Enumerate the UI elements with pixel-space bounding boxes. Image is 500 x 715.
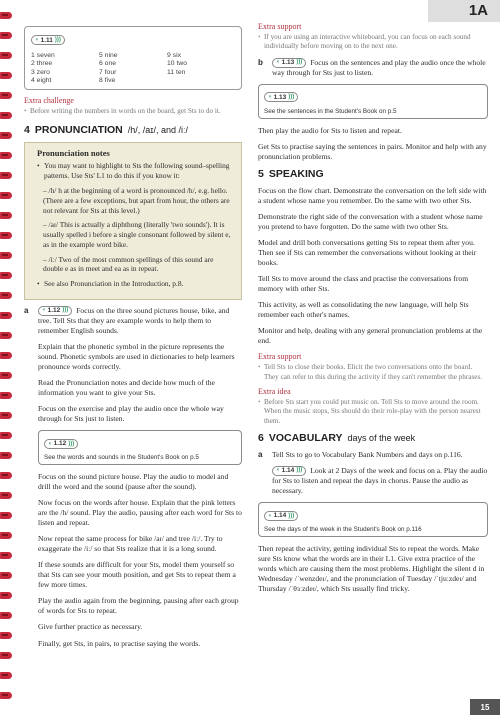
number-item: 5 nine	[99, 52, 118, 59]
section-number: 6	[258, 432, 264, 445]
paragraph: Focus on the flow chart. Demonstrate the conversation on the left side with a student whose name you remember. Do the same with two other Sts.	[258, 186, 487, 206]
extra-challenge-text: • Before writing the numbers in words on the board, get Sts to do it.	[24, 107, 242, 116]
paragraph: Then repeat the activity, getting individual Sts to repeat the words. Make sure Sts know what the words are in their L1. Give extra practice of the words which are causing them the most problems. Highlight the silent d in Wednesday /ˈwenzdeɪ/, and the pronunciation of Tuesday /ˈtjuːzdeɪ/ and Thursday /ˈθɜːzdeɪ/, which Sts usually find tricky.	[258, 544, 485, 594]
pronunciation-notes-title: Pronunciation notes	[37, 148, 110, 159]
section-5-heading	[258, 168, 488, 180]
audio-number: 1.13	[273, 93, 287, 101]
binding-ring	[0, 72, 12, 79]
sound-wave-icon: )))	[296, 467, 303, 474]
binding-ring	[0, 492, 12, 499]
exercise-letter: b	[258, 57, 263, 67]
notes-bullet: • You may want to highlight to Sts the following sound–spelling patterns. Use Sts' L1 to do this if you know it:	[37, 161, 235, 181]
binding-ring	[0, 352, 12, 359]
exercise-b-body	[272, 58, 488, 84]
student-book-reference	[258, 502, 488, 537]
binding-ring	[0, 372, 12, 379]
audio-icon: ◖	[276, 59, 280, 66]
numbers-col-2	[99, 52, 167, 85]
paragraph: Finally, get Sts, in pairs, to practise saying the words.	[38, 638, 201, 648]
binding-ring	[0, 192, 12, 199]
numbers-col-1	[31, 52, 99, 85]
extra-idea-title: Extra idea	[258, 386, 291, 396]
exercise-6a-audio-para	[272, 466, 488, 496]
numbers-grid	[31, 52, 235, 85]
number-item: 7 four	[99, 68, 117, 76]
binding-ring	[0, 292, 12, 299]
section-subtitle: days of the week	[347, 433, 416, 444]
extra-challenge-title: Extra challenge	[24, 96, 74, 106]
binding-ring	[0, 472, 12, 479]
audio-label[interactable]	[272, 466, 306, 476]
exercise-6a-body	[272, 450, 488, 502]
reference-text: See the days of the week in the Student's Book on p.116	[264, 526, 422, 534]
paragraph: Play the audio again from the beginning, pausing after each group of words for Sts to repeat.	[38, 596, 239, 616]
extra-challenge-box	[24, 96, 242, 116]
number-item: 8 five	[99, 76, 116, 84]
paragraph-text: Focus on the three sound pictures house, bike, and tree. Tell Sts that they are example words to help them to remember English sounds.	[38, 305, 230, 336]
note-ai: – /aɪ/ This is actually a diphthong (literally 'two sounds'). It is usually spelled i before a single consonant followed by silent e, as in the example word bike.	[43, 220, 231, 249]
extra-idea-text: • Before Sts start you could put music on. Tell Sts to move around the room. When the music stops, Sts should do their role-play with the person nearest them.	[258, 398, 488, 426]
audio-label[interactable]	[31, 35, 65, 45]
binding-ring	[0, 452, 12, 459]
paragraph: Then play the audio for Sts to listen and repeat.	[258, 125, 402, 135]
audio-number: 1.14	[281, 467, 295, 475]
audio-label[interactable]	[44, 439, 78, 449]
audio-icon: ◖	[268, 94, 272, 101]
audio-icon: ◖	[35, 37, 39, 44]
paragraph: Now repeat the same process for bike /aɪ/ and tree /iː/. Try to exaggerate the /iː/ so that Sts realize that it is a long sound.	[38, 534, 223, 554]
audio-label[interactable]	[264, 511, 298, 521]
audio-number: 1.13	[281, 58, 295, 66]
binding-ring	[0, 652, 12, 659]
sound-wave-icon: )))	[288, 512, 295, 519]
audio-number: 1.12	[53, 440, 67, 448]
unit-tag	[428, 0, 500, 22]
page-number: 15	[470, 699, 500, 715]
binding-ring	[0, 432, 12, 439]
audio-icon: ◖	[276, 467, 280, 474]
binding-ring	[0, 572, 12, 579]
exercise-a	[24, 306, 242, 655]
paragraph: Tell Sts to go to Vocabulary Bank Numbers and days on p.116.	[272, 450, 463, 460]
extra-idea-box	[258, 387, 488, 426]
binding-ring	[0, 112, 12, 119]
binding-ring	[0, 212, 12, 219]
sound-wave-icon: )))	[68, 440, 75, 447]
binding-ring	[0, 92, 12, 99]
paragraph: Tell Sts to move around the class and practise the conversations from memory with other Sts.	[258, 274, 469, 294]
student-book-reference	[258, 84, 488, 119]
section-subtitle: /h/, /aɪ/, and /iː/	[127, 125, 188, 136]
binding-ring	[0, 52, 12, 59]
paragraph: If these sounds are difficult for your Sts, model them yourself so that Sts can see your mouth position, and get Sts to repeat them a few more times.	[38, 560, 236, 590]
audio-label[interactable]	[38, 306, 72, 316]
audio-label[interactable]	[272, 58, 306, 68]
paragraph: This activity, as well as consolidating the new language, will help Sts remember each other's names.	[258, 300, 469, 320]
paragraph: Now focus on the words after house. Explain that the pink letters are the /h/ sound. Play the audio, pausing after each word for Sts to listen and repeat.	[38, 498, 242, 528]
binding-ring	[0, 412, 12, 419]
exercise-letter: a	[258, 450, 263, 460]
paragraph: Explain that the phonetic symbol in the picture represents the sound. Phonetic symbols are used in dictionaries to help learners pronounce words correctly.	[38, 342, 235, 372]
reference-text: See the sentences in the Student's Book on p.5	[264, 107, 397, 115]
binding-ring	[0, 612, 12, 619]
number-item: 11 ten	[167, 68, 186, 76]
audio-icon: ◖	[48, 440, 52, 447]
binding-ring	[0, 132, 12, 139]
paragraph-text: Look at 2 Days of the week and focus on a. Play the audio for Sts to listen and repeat the days in chorus. Pause the audio as necessary.	[272, 466, 488, 496]
audio-number: 1.14	[273, 512, 287, 520]
number-item: 4 eight	[31, 76, 52, 84]
binding-ring	[0, 512, 12, 519]
binding-ring	[0, 532, 12, 539]
note-ii: – /iː/ Two of the most common spellings of this sound are double e as in meet and ea as in repeat.	[43, 254, 214, 274]
binding-ring	[0, 632, 12, 639]
binding-ring	[0, 32, 12, 39]
audio-icon: ◖	[42, 307, 46, 314]
number-item: 1 seven	[31, 52, 55, 59]
binding-ring	[0, 332, 12, 339]
section-title: VOCABULARY	[268, 432, 343, 445]
extra-support-box-2	[258, 352, 488, 382]
binding-ring	[0, 252, 12, 259]
binding-ring	[0, 552, 12, 559]
number-item: 9 six	[167, 52, 181, 59]
left-column	[24, 26, 242, 655]
number-item: 10 two	[167, 60, 188, 68]
audio-number: 1.12	[47, 306, 61, 314]
section-6-heading	[258, 432, 488, 444]
note-h: – /h/ h at the beginning of a word is pronounced /h/, e.g. hello. (There are a few exceptions, but apart from hour, the others are not relevant for Sts at this level.)	[43, 186, 230, 215]
exercise-a-intro	[38, 306, 242, 336]
notes-bullet: • See also Pronunciation in the Introduction, p.8.	[37, 279, 235, 289]
section-title: PRONUNCIATION	[34, 124, 123, 137]
extra-support-box	[258, 22, 488, 52]
binding-ring	[0, 12, 12, 19]
extra-support-text: • Tell Sts to close their books. Elicit the two conversations onto the board. They can refer to this during the activity if they can't remember the phrases.	[258, 363, 488, 382]
exercise-b-intro	[272, 58, 488, 78]
sound-wave-icon: )))	[288, 94, 295, 101]
audio-number: 1.11	[40, 36, 53, 44]
binding-ring	[0, 152, 12, 159]
spiral-binding	[0, 0, 14, 715]
sound-wave-icon: )))	[62, 307, 69, 314]
sound-wave-icon: )))	[54, 37, 61, 44]
paragraph: Read the Pronunciation notes and decide how much of the information you want to give your Sts.	[38, 378, 215, 398]
number-item: 6 one	[99, 60, 117, 68]
audio-icon: ◖	[268, 512, 272, 519]
section-title: SPEAKING	[268, 168, 324, 181]
reference-text: See the words and sounds in the Student's Book on p.5	[44, 454, 199, 462]
right-column	[258, 22, 488, 600]
binding-ring	[0, 392, 12, 399]
pronunciation-notes-box	[24, 142, 242, 299]
exercise-a-body	[38, 306, 242, 655]
binding-ring	[0, 692, 12, 699]
numbers-col-3	[167, 52, 235, 85]
paragraph: Get Sts to practise saying the sentences in pairs. Monitor and help with any pronunciation problems.	[258, 142, 487, 162]
paragraph: Focus on the exercise and play the audio once the whole way through for Sts just to listen.	[38, 404, 224, 424]
section-number: 5	[258, 168, 264, 181]
binding-ring	[0, 232, 12, 239]
paragraph: Focus on the sound picture house. Play the audio to model and drill the word and the sound (pause after the sound).	[38, 472, 229, 492]
sound-wave-icon: )))	[296, 59, 303, 66]
extra-support-title: Extra support	[258, 352, 302, 362]
extra-support-text: • If you are using an interactive whiteboard, you can focus on each sound individually before moving on to the next one.	[258, 33, 488, 52]
section-4-heading	[24, 124, 242, 136]
audio-label[interactable]	[264, 92, 298, 102]
unit-tag-label: 1A	[468, 2, 488, 19]
binding-ring	[0, 592, 12, 599]
numbers-audio-card	[24, 26, 242, 90]
paragraph-text: Focus on the sentences and play the audio once the whole way through for Sts just to listen.	[272, 57, 486, 77]
paragraph: Give further practice as necessary.	[38, 622, 143, 632]
binding-ring	[0, 672, 12, 679]
binding-ring	[0, 272, 12, 279]
extra-support-title: Extra support	[258, 22, 302, 31]
exercise-b	[258, 58, 488, 84]
paragraph: Demonstrate the right side of the conversation with a student whose name you pretend to have forgotten. Do the same with two other Sts.	[258, 212, 483, 232]
binding-ring	[0, 172, 12, 179]
exercise-letter: a	[24, 305, 29, 315]
binding-ring	[0, 312, 12, 319]
paragraph: Model and drill both conversations getting Sts to repeat them after you. Then see if Sts can remember the conversations without looking at their books.	[258, 238, 477, 268]
paragraph: Monitor and help, dealing with any general pronunciation problems at the end.	[258, 326, 483, 346]
number-item: 2 three	[31, 60, 53, 68]
section-number: 4	[24, 124, 30, 137]
exercise-6a	[258, 450, 488, 502]
student-book-reference	[38, 430, 242, 465]
number-item: 3 zero	[31, 68, 50, 76]
